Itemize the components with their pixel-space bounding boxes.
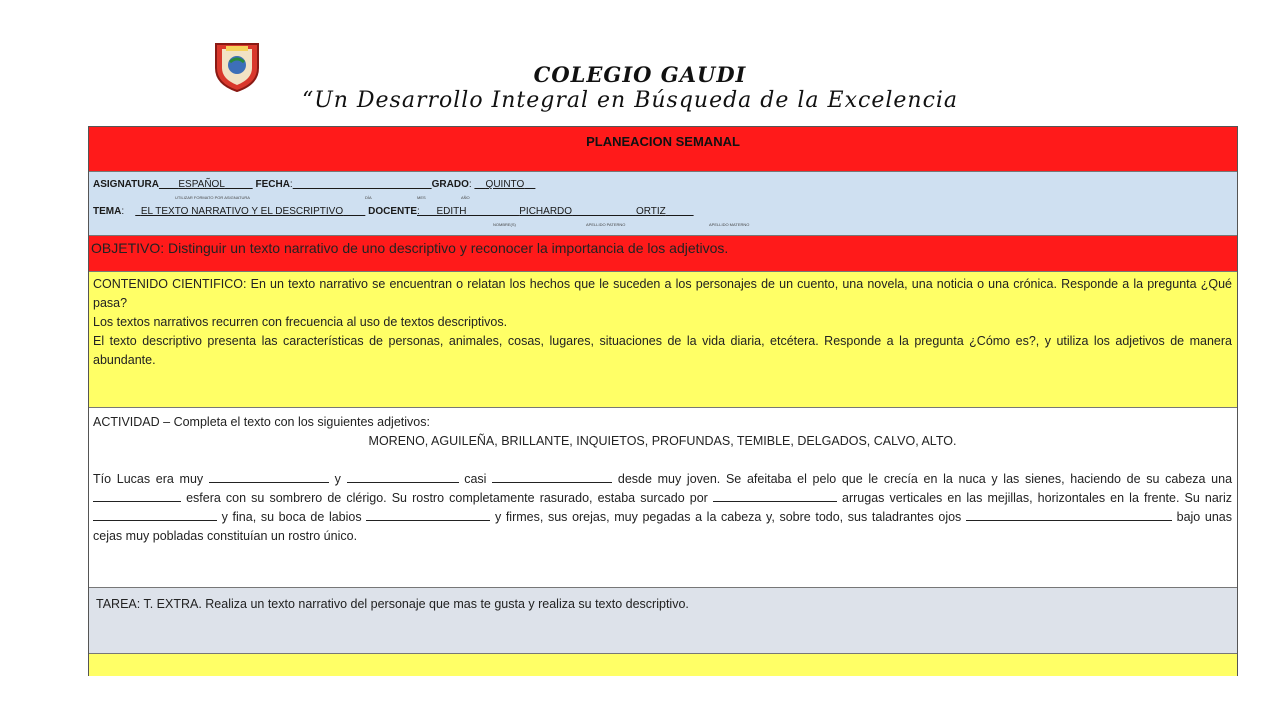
- plan-info-row: [89, 172, 1237, 236]
- homework-row: [89, 588, 1237, 654]
- content-paragraph-1: CONTENIDO CIENTIFICO: En un texto narrativo se encuentran o relatan los hechos que le suceden a los personajes de un cuento, una novela, una noticia o una crónica. Responde a la pregunta ¿Qué pasa?: [93, 277, 1232, 310]
- homework-text: TAREA: T. EXTRA. Realiza un texto narrativo del personaje que mas te gusta y realiza su texto descriptivo.: [96, 597, 689, 611]
- small-nombre-note: NOMBRE(S): [493, 222, 516, 227]
- activity-word-bank: MORENO, AGUILEÑA, BRILLANTE, INQUIETOS, PROFUNDAS, TEMIBLE, DELGADOS, CALVO, ALTO.: [368, 434, 957, 448]
- content-row: [89, 272, 1237, 408]
- plan-title-row: [89, 127, 1237, 172]
- docente-label: DOCENTE: [368, 206, 418, 217]
- blank-5[interactable]: [713, 489, 837, 502]
- activity-instruction: ACTIVIDAD – Completa el texto con los siguientes adjetivos:: [93, 415, 430, 429]
- content-paragraph-3: El texto descriptivo presenta las características de personas, animales, cosas, lugares, situaciones de la vida diaria, etcétera. Responde a la pregunta ¿Cómo es?, y utiliza los adjetivos de manera abundante.: [93, 334, 1232, 367]
- weekly-plan-table: [88, 126, 1238, 676]
- small-ano-note: AÑO: [461, 195, 470, 200]
- tema-label: TEMA: [93, 206, 122, 217]
- blank-1[interactable]: [209, 470, 329, 483]
- blank-2[interactable]: [347, 470, 459, 483]
- blank-3[interactable]: [492, 470, 612, 483]
- school-motto: “Un Desarrollo Integral en Búsqueda de la Excelencia: [301, 88, 959, 113]
- objective-row: [89, 236, 1237, 272]
- subject-line: ASIGNATURA ESPAÑOL FECHA: GRADO: QUINTO: [93, 179, 535, 190]
- fecha-value: [293, 179, 432, 190]
- school-name: COLEGIO GAUDI: [533, 62, 747, 87]
- theme-line: TEMA: EL TEXTO NARRATIVO Y EL DESCRIPTIVO DOCENTE: EDITH PICHARDO ORTIZ: [93, 206, 694, 217]
- fecha-label: FECHA: [255, 179, 290, 190]
- activity-row: [89, 408, 1237, 588]
- activity-text: [93, 413, 1232, 546]
- activity-fill-text: Tío Lucas era muy y casi desde muy joven. Se afeitaba el pelo que le crecía en la nuca y las sienes, haciendo de su cabeza una esfera con su sombrero de clérigo. Su rostro completamente rasurado, estaba surcado por arrugas verticales en las mejillas, horizontales en la frente. Su nariz y fina, su boca de labios y firmes, sus orejas, muy pegadas a la cabeza y, sobre todo, sus taladrantes ojos bajo unas cejas muy pobladas constituían un rostro único.: [93, 472, 1233, 543]
- objective-text: OBJETIVO: Distinguir un texto narrativo de uno descriptivo y reconocer la importancia de los adjetivos.: [91, 240, 729, 256]
- blank-4[interactable]: [93, 489, 181, 502]
- grado-value: QUINTO: [485, 179, 525, 190]
- content-text: [93, 275, 1232, 370]
- asignatura-label: ASIGNATURA: [93, 179, 159, 190]
- tema-value: EL TEXTO NARRATIVO Y EL DESCRIPTIVO: [140, 206, 344, 217]
- small-mes-note: MES: [417, 195, 426, 200]
- plan-title: PLANEACION SEMANAL: [586, 134, 740, 149]
- asignatura-value: ESPAÑOL: [178, 179, 225, 190]
- small-dia-note: DÍA: [365, 195, 372, 200]
- small-paterno-note: APELLIDO PATERNO: [586, 222, 626, 227]
- small-asignatura-note: UTILIZAR FORMATO POR ASIGNATURA: [175, 195, 250, 200]
- content-paragraph-2: Los textos narrativos recurren con frecuencia al uso de textos descriptivos.: [93, 315, 508, 329]
- blank-7[interactable]: [366, 508, 490, 521]
- grado-label: GRADO: [431, 179, 469, 190]
- empty-footer-row: [89, 654, 1237, 676]
- blank-8[interactable]: [966, 508, 1172, 521]
- small-materno-note: APELLIDO MATERNO: [709, 222, 750, 227]
- blank-6[interactable]: [93, 508, 217, 521]
- docente-value: : EDITH PICHARDO ORTIZ: [417, 206, 666, 217]
